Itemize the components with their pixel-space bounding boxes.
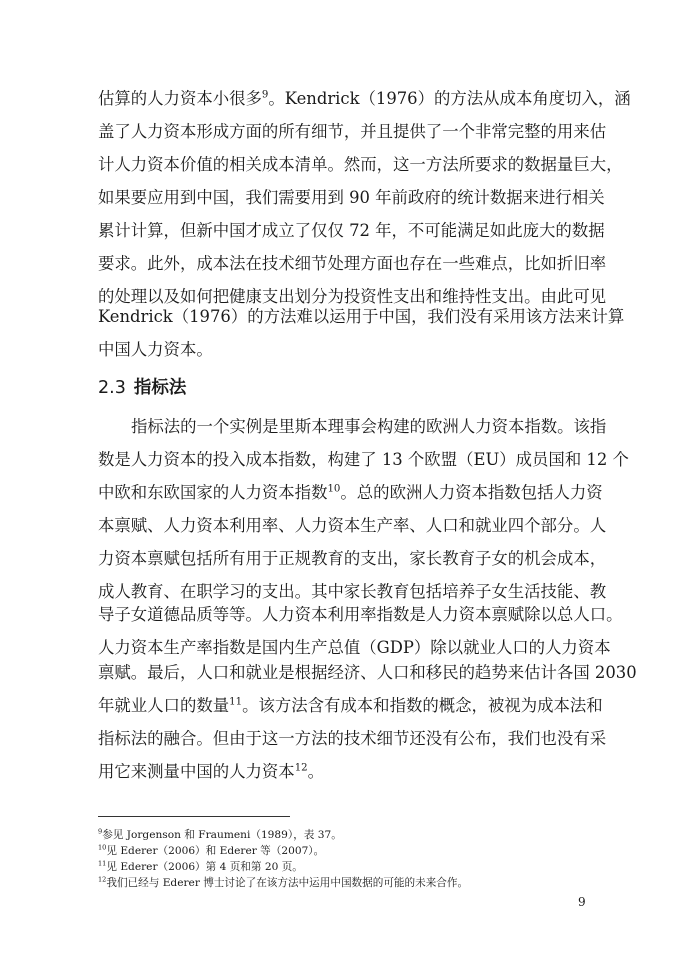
footnote-text: 见 Ederer（2006）和 Ederer 等（2007）。	[106, 845, 325, 857]
text-span: 。Kendrick（1976）的方法从成本角度切入，涵	[268, 89, 631, 108]
text-span: 。	[307, 762, 325, 781]
paragraph1-line-9: 中国人力资本。	[98, 340, 213, 359]
footnote-11	[98, 860, 303, 874]
paragraph1-line-2: 盖了人力资本形成方面的所有细节，并且提供了一个非常完整的用来估	[98, 122, 607, 141]
paragraph1-line-3: 计人力资本价值的相关成本清单。然而，这一方法所要求的数据量巨大，	[98, 155, 623, 174]
footnote-separator	[98, 816, 290, 817]
footnote-text: 我们已经与 Ederer 博士讨论了在该方法中运用中国数据的可能的未来合作。	[106, 877, 469, 889]
text-span: 年就业人口的数量	[98, 696, 230, 715]
footnote-text: 参见 Jorgenson 和 Fraumeni（1989），表 37。	[102, 829, 342, 841]
paragraph2-line-5: 力资本禀赋包括所有用于正规教育的支出，家长教育子女的机会成本，	[98, 549, 607, 568]
footnote-ref-11[interactable]: 11	[229, 696, 243, 708]
footnote-number: 9	[98, 827, 103, 836]
footnote-ref-10[interactable]: 10	[327, 483, 341, 495]
paragraph2-line-9: 禀赋。最后，人口和就业是根据经济、人口和移民的趋势来估计各国 2030	[98, 663, 637, 682]
footnote-number: 10	[98, 843, 107, 852]
paragraph2-line-3	[98, 482, 603, 504]
footnote-number: 12	[98, 875, 107, 884]
paragraph1-line-4: 如果要应用到中国，我们需要用到 90 年前政府的统计数据来进行相关	[98, 188, 605, 207]
text-span: 。该方法含有成本和指数的概念，被视为成本法和	[242, 696, 603, 715]
text-span: 中欧和东欧国家的人力资本指数	[98, 483, 328, 502]
paragraph1-line-1	[98, 88, 631, 110]
paragraph1-line-6: 要求。此外，成本法在技术细节处理方面也存在一些难点，比如折旧率	[98, 254, 607, 273]
footnote-number: 11	[98, 859, 107, 868]
footnote-ref-9[interactable]: 9	[261, 89, 269, 101]
paragraph2-line-7: 导子女道德品质等等。人力资本利用率指数是人力资本禀赋除以总人口。	[98, 605, 623, 624]
footnote-text: 见 Ederer（2006）第 4 页和第 20 页。	[106, 861, 303, 873]
section-heading	[98, 376, 186, 400]
paragraph2-line-6: 成人教育、在职学习的支出。其中家长教育包括培养子女生活技能、教	[98, 582, 607, 601]
paragraph2-line-1: 指标法的一个实例是里斯本理事会构建的欧洲人力资本指数。该指	[131, 417, 607, 436]
paragraph2-line-2: 数是人力资本的投入成本指数，构建了 13 个欧盟（EU）成员国和 12 个	[98, 450, 629, 469]
paragraph2-line-4: 本禀赋、人力资本利用率、人力资本生产率、人口和就业四个部分。人	[98, 516, 607, 535]
paragraph2-line-12	[98, 761, 324, 783]
paragraph2-line-11: 指标法的融合。但由于这一方法的技术细节还没有公布，我们也没有采	[98, 729, 607, 748]
footnote-9	[98, 828, 342, 842]
paragraph2-line-8: 人力资本生产率指数是国内生产总值（GDP）除以就业人口的人力资本	[98, 638, 611, 657]
footnote-10	[98, 844, 324, 858]
paragraph2-line-10	[98, 695, 603, 717]
page-number: 9	[578, 895, 586, 909]
text-span: 估算的人力资本小很多	[98, 89, 262, 108]
footnote-ref-12[interactable]: 12	[294, 762, 308, 774]
section-number: 2.3	[98, 378, 126, 398]
paragraph1-line-8: Kendrick（1976）的方法难以运用于中国，我们没有采用该方法来计算	[98, 307, 625, 326]
paragraph1-line-7: 的处理以及如何把健康支出划分为投资性支出和维持性支出。由此可见	[98, 287, 607, 306]
text-span: 。总的欧洲人力资本指数包括人力资	[340, 483, 603, 502]
footnote-12	[98, 876, 468, 890]
paragraph1-line-5: 累计计算，但新中国才成立了仅仅 72 年，不可能满足如此庞大的数据	[98, 221, 605, 240]
section-title: 指标法	[133, 378, 187, 398]
text-span: 用它来测量中国的人力资本	[98, 762, 295, 781]
